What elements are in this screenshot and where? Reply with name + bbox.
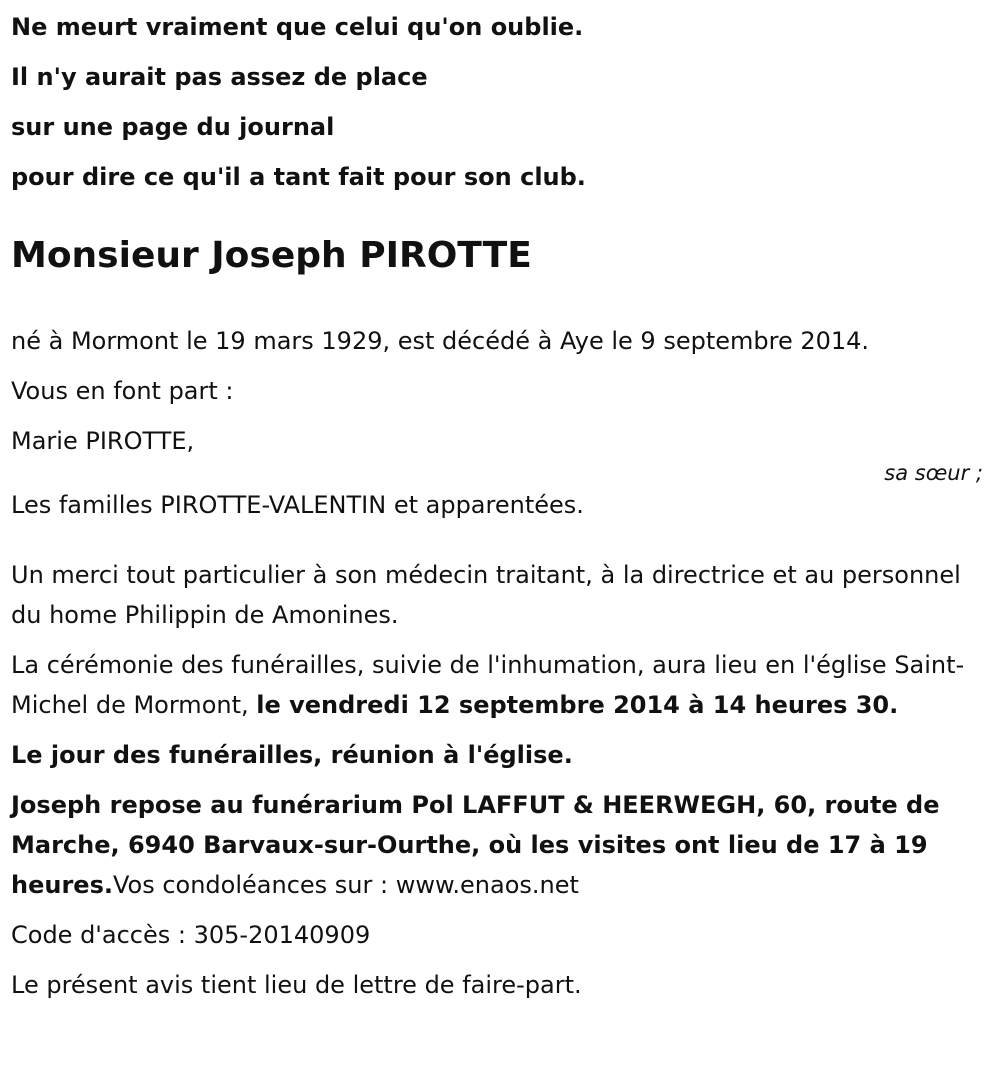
meeting-line: Le jour des funérailles, réunion à l'église. [11, 741, 573, 769]
funerarium-paragraph [11, 785, 986, 905]
sister-relation: sa sœur ; [884, 461, 983, 485]
ceremony-location: La cérémonie des funérailles, suivie de l'inhumation, aura lieu en l'église Saint-Michel de Mormont, [11, 651, 965, 719]
access-code: Code d'accès : 305-20140909 [11, 921, 371, 949]
thanks-paragraph: Un merci tout particulier à son médecin traitant, à la directrice et au personnel du home Philippin de Amonines. [11, 561, 961, 629]
closing-line: Le présent avis tient lieu de lettre de faire-part. [11, 971, 582, 999]
epigraph-line: Il n'y aurait pas assez de place [11, 63, 428, 91]
deceased-name: Monsieur Joseph PIROTTE [11, 235, 532, 276]
ceremony-date: le vendredi 12 septembre 2014 à 14 heures 30. [256, 691, 899, 719]
families-line: Les familles PIROTTE-VALENTIN et apparentées. [11, 491, 584, 519]
notice-body [11, 321, 986, 1005]
funerarium-info: Joseph repose au funérarium Pol LAFFUT & HEERWEGH, 60, route de Marche, 6940 Barvaux-sur-Ourthe, où les visites ont lieu de 17 à 19 heures. [11, 791, 940, 899]
sister-name: Marie PIROTTE, [11, 427, 195, 455]
condolences-info: Vos condoléances sur : www.enaos.net [112, 871, 579, 899]
ceremony-paragraph [11, 645, 986, 725]
paragraph-spacer [11, 525, 986, 545]
obituary-notice [11, 0, 986, 999]
announcers-intro: Vous en font part : [11, 377, 234, 405]
epigraph-line: Ne meurt vraiment que celui qu'on oublie. [11, 13, 584, 41]
epigraph-line: sur une page du journal [11, 113, 335, 141]
epigraph-line: pour dire ce qu'il a tant fait pour son club. [11, 163, 586, 191]
epigraph [11, 0, 986, 202]
birth-death-line: né à Mormont le 19 mars 1929, est décédé à Aye le 9 septembre 2014. [11, 327, 870, 355]
